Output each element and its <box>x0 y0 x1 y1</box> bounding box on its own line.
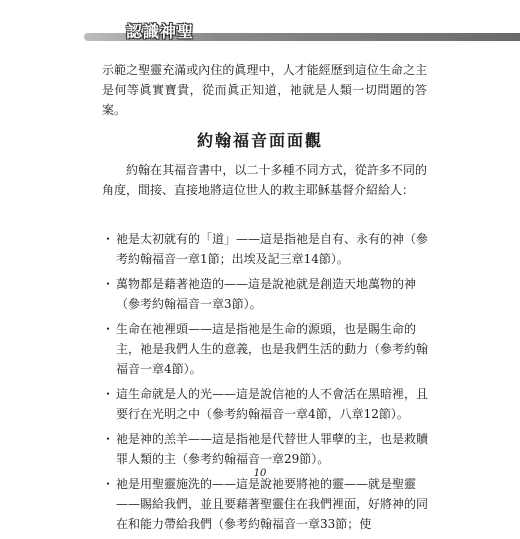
running-header-title: 認識神聖 <box>126 22 195 41</box>
list-item-text: 祂是太初就有的「道」——這是指祂是自有、永有的神（參考約翰福音一章1節；出埃及記三章14節）。 <box>116 232 429 266</box>
bullet-list <box>102 229 432 539</box>
bullet-marker: ・ <box>102 232 115 246</box>
list-item-text: 這生命就是人的光——這是說信祂的人不會活在黑暗裡，且要行在光明之中（參考約翰福音一章4節，八章12節）。 <box>116 387 429 421</box>
page-number: 10 <box>253 468 267 479</box>
list-item-text: 萬物都是藉著祂造的——這是說祂就是創造天地萬物的神（參考約翰福音一章3節）。 <box>116 277 417 311</box>
list-item <box>102 429 432 469</box>
intro-paragraph: 示範之聖靈充滿或內住的眞理中，人才能經歷到這位生命之主是何等眞實寶貴，從而眞正知道，祂就是人類一切問題的答案。 <box>102 63 427 117</box>
section-heading: 約翰福音面面觀 <box>196 131 323 150</box>
list-item <box>102 474 432 534</box>
bullet-marker: ・ <box>102 322 115 336</box>
list-item-text: 祂是神的羔羊——這是指祂是代替世人罪孽的主，也是救贖罪人類的主（參考約翰福音一章29節）。 <box>116 432 429 466</box>
list-item <box>102 229 432 269</box>
list-item-text: 祂是用聖靈施洗的——這是說祂要將祂的靈——就是聖靈——賜給我們，並且要藉著聖靈住在我們裡面，好將神的同在和能力帶給我們（參考約翰福音一章33節；使 <box>116 477 429 531</box>
body-paragraph: 約翰在其福音書中，以二十多種不同方式，從許多不同的角度，間接、直接地將這位世人的救主耶穌基督介紹給人： <box>102 163 427 197</box>
bullet-marker: ・ <box>102 387 115 401</box>
list-item <box>102 319 432 379</box>
bullet-marker: ・ <box>102 477 115 491</box>
bullet-marker: ・ <box>102 277 115 291</box>
list-item <box>102 384 432 424</box>
bullet-marker: ・ <box>102 432 115 446</box>
list-item <box>102 274 432 314</box>
list-item-text: 生命在祂裡頭——這是指祂是生命的源頭，也是賜生命的主，祂是我們人生的意義，也是我們生活的動力（參考約翰福音一章4節）。 <box>116 322 429 376</box>
